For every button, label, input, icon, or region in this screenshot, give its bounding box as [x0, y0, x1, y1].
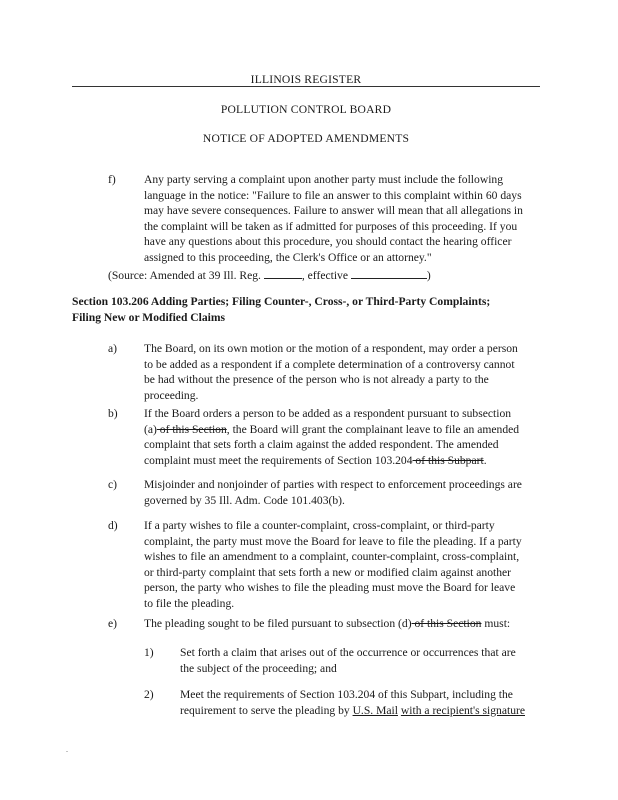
inserted-text: U.S. Mail: [352, 703, 398, 717]
text-line: [144, 422, 544, 438]
text-line: wishes to file an amendment to a complaint, counter-complaint, cross-complaint,: [144, 550, 520, 564]
text-line: Meet the requirements of Section 103.204 of this Subpart, including the: [180, 688, 513, 701]
text-line: person, the party who wishes to file the pleading must move the Board for leave: [144, 581, 516, 595]
text-line: [180, 703, 544, 719]
paragraph-label: a): [108, 342, 118, 355]
reg-blank: [264, 268, 302, 279]
inserted-text: with a recipient's signature: [400, 703, 525, 717]
text-segment: The pleading sought to be filed pursuant to subsection (d): [144, 617, 412, 630]
footer-mark: .: [66, 745, 68, 754]
paragraph-label: d): [108, 519, 118, 532]
text-line: [144, 453, 544, 469]
source-prefix: (Source: Amended at 39 Ill. Reg.: [108, 269, 261, 282]
text-line: [144, 616, 544, 632]
subitem-label: 1): [144, 646, 154, 659]
source-middle: , effective: [301, 269, 348, 282]
paragraph-label: f): [108, 173, 116, 186]
text-segment: .: [483, 453, 487, 467]
paragraph-label: b): [108, 407, 118, 420]
text-segment: complaint must meet the requirements of Section 103.204: [144, 453, 413, 467]
text-segment: , the Board will grant the complainant leave to file an amended: [226, 422, 520, 436]
paragraph-label: e): [108, 617, 118, 630]
text-line: proceeding.: [144, 388, 199, 402]
text-line: governed by 35 Ill. Adm. Code 101.403(b).: [144, 493, 345, 507]
section-heading-line: Section 103.206 Adding Parties; Filing Counter-, Cross-, or Third-Party Complaints;: [72, 295, 491, 308]
text-line: Set forth a claim that arises out of the occurrence or occurrences that are: [180, 646, 516, 659]
section-heading-line: Filing New or Modified Claims: [72, 310, 226, 324]
effective-blank: [351, 268, 427, 279]
text-line: may have severe consequences. Failure to answer will mean that all allegations in: [144, 204, 523, 218]
text-line: Misjoinder and nonjoinder of parties with respect to enforcement proceedings are: [144, 478, 522, 491]
text-line: or third-party complaint that sets forth a new or modified claim against another: [144, 565, 512, 579]
source-note: [108, 268, 538, 284]
text-line: the complaint will be taken as if admitted for purposes of this proceeding. If you: [144, 219, 518, 233]
board-title: POLLUTION CONTROL BOARD: [220, 103, 392, 116]
deleted-text: of this Section: [411, 617, 482, 630]
text-line: If the Board orders a person to be added as a respondent pursuant to subsection: [144, 407, 512, 420]
notice-title: NOTICE OF ADOPTED AMENDMENTS: [202, 132, 410, 145]
text-segment: must:: [481, 617, 511, 630]
deleted-text: of this Section: [156, 422, 227, 436]
deleted-text: of this Subpart: [412, 453, 484, 467]
text-line: complaint that sets forth a claim against the added respondent. The amended: [144, 438, 499, 452]
text-segment: requirement to serve the pleading by: [180, 703, 353, 717]
subitem-label: 2): [144, 688, 154, 701]
text-line: the subject of the proceeding; and: [180, 661, 337, 675]
text-line: language in the notice: "Failure to file an answer to this complaint within 60 days: [144, 188, 522, 202]
text-line: have any questions about this procedure, you should contact the hearing officer: [144, 235, 512, 249]
text-line: to be added as a respondent if a complete determination of a controversy cannot: [144, 357, 515, 371]
source-suffix: ): [426, 269, 431, 282]
register-title: ILLINOIS REGISTER: [250, 73, 362, 86]
text-line: If a party wishes to file a counter-complaint, cross-complaint, or third-party: [144, 519, 495, 532]
text-line: assigned to this proceeding, the Clerk's Office or an attorney.": [144, 250, 432, 264]
paragraph-label: c): [108, 478, 118, 491]
text-line: The Board, on its own motion or the motion of a respondent, may order a person: [144, 342, 518, 355]
section-heading: [72, 294, 542, 325]
text-line: to file the pleading.: [144, 596, 235, 610]
text-line: be had without the presence of the person who is not already a party to the: [144, 373, 489, 387]
text-line: Any party serving a complaint upon another party must include the following: [144, 173, 504, 186]
text-line: complaint, the party must move the Board for leave to file the pleading. If a party: [144, 534, 522, 548]
text-segment: (a): [144, 422, 157, 436]
